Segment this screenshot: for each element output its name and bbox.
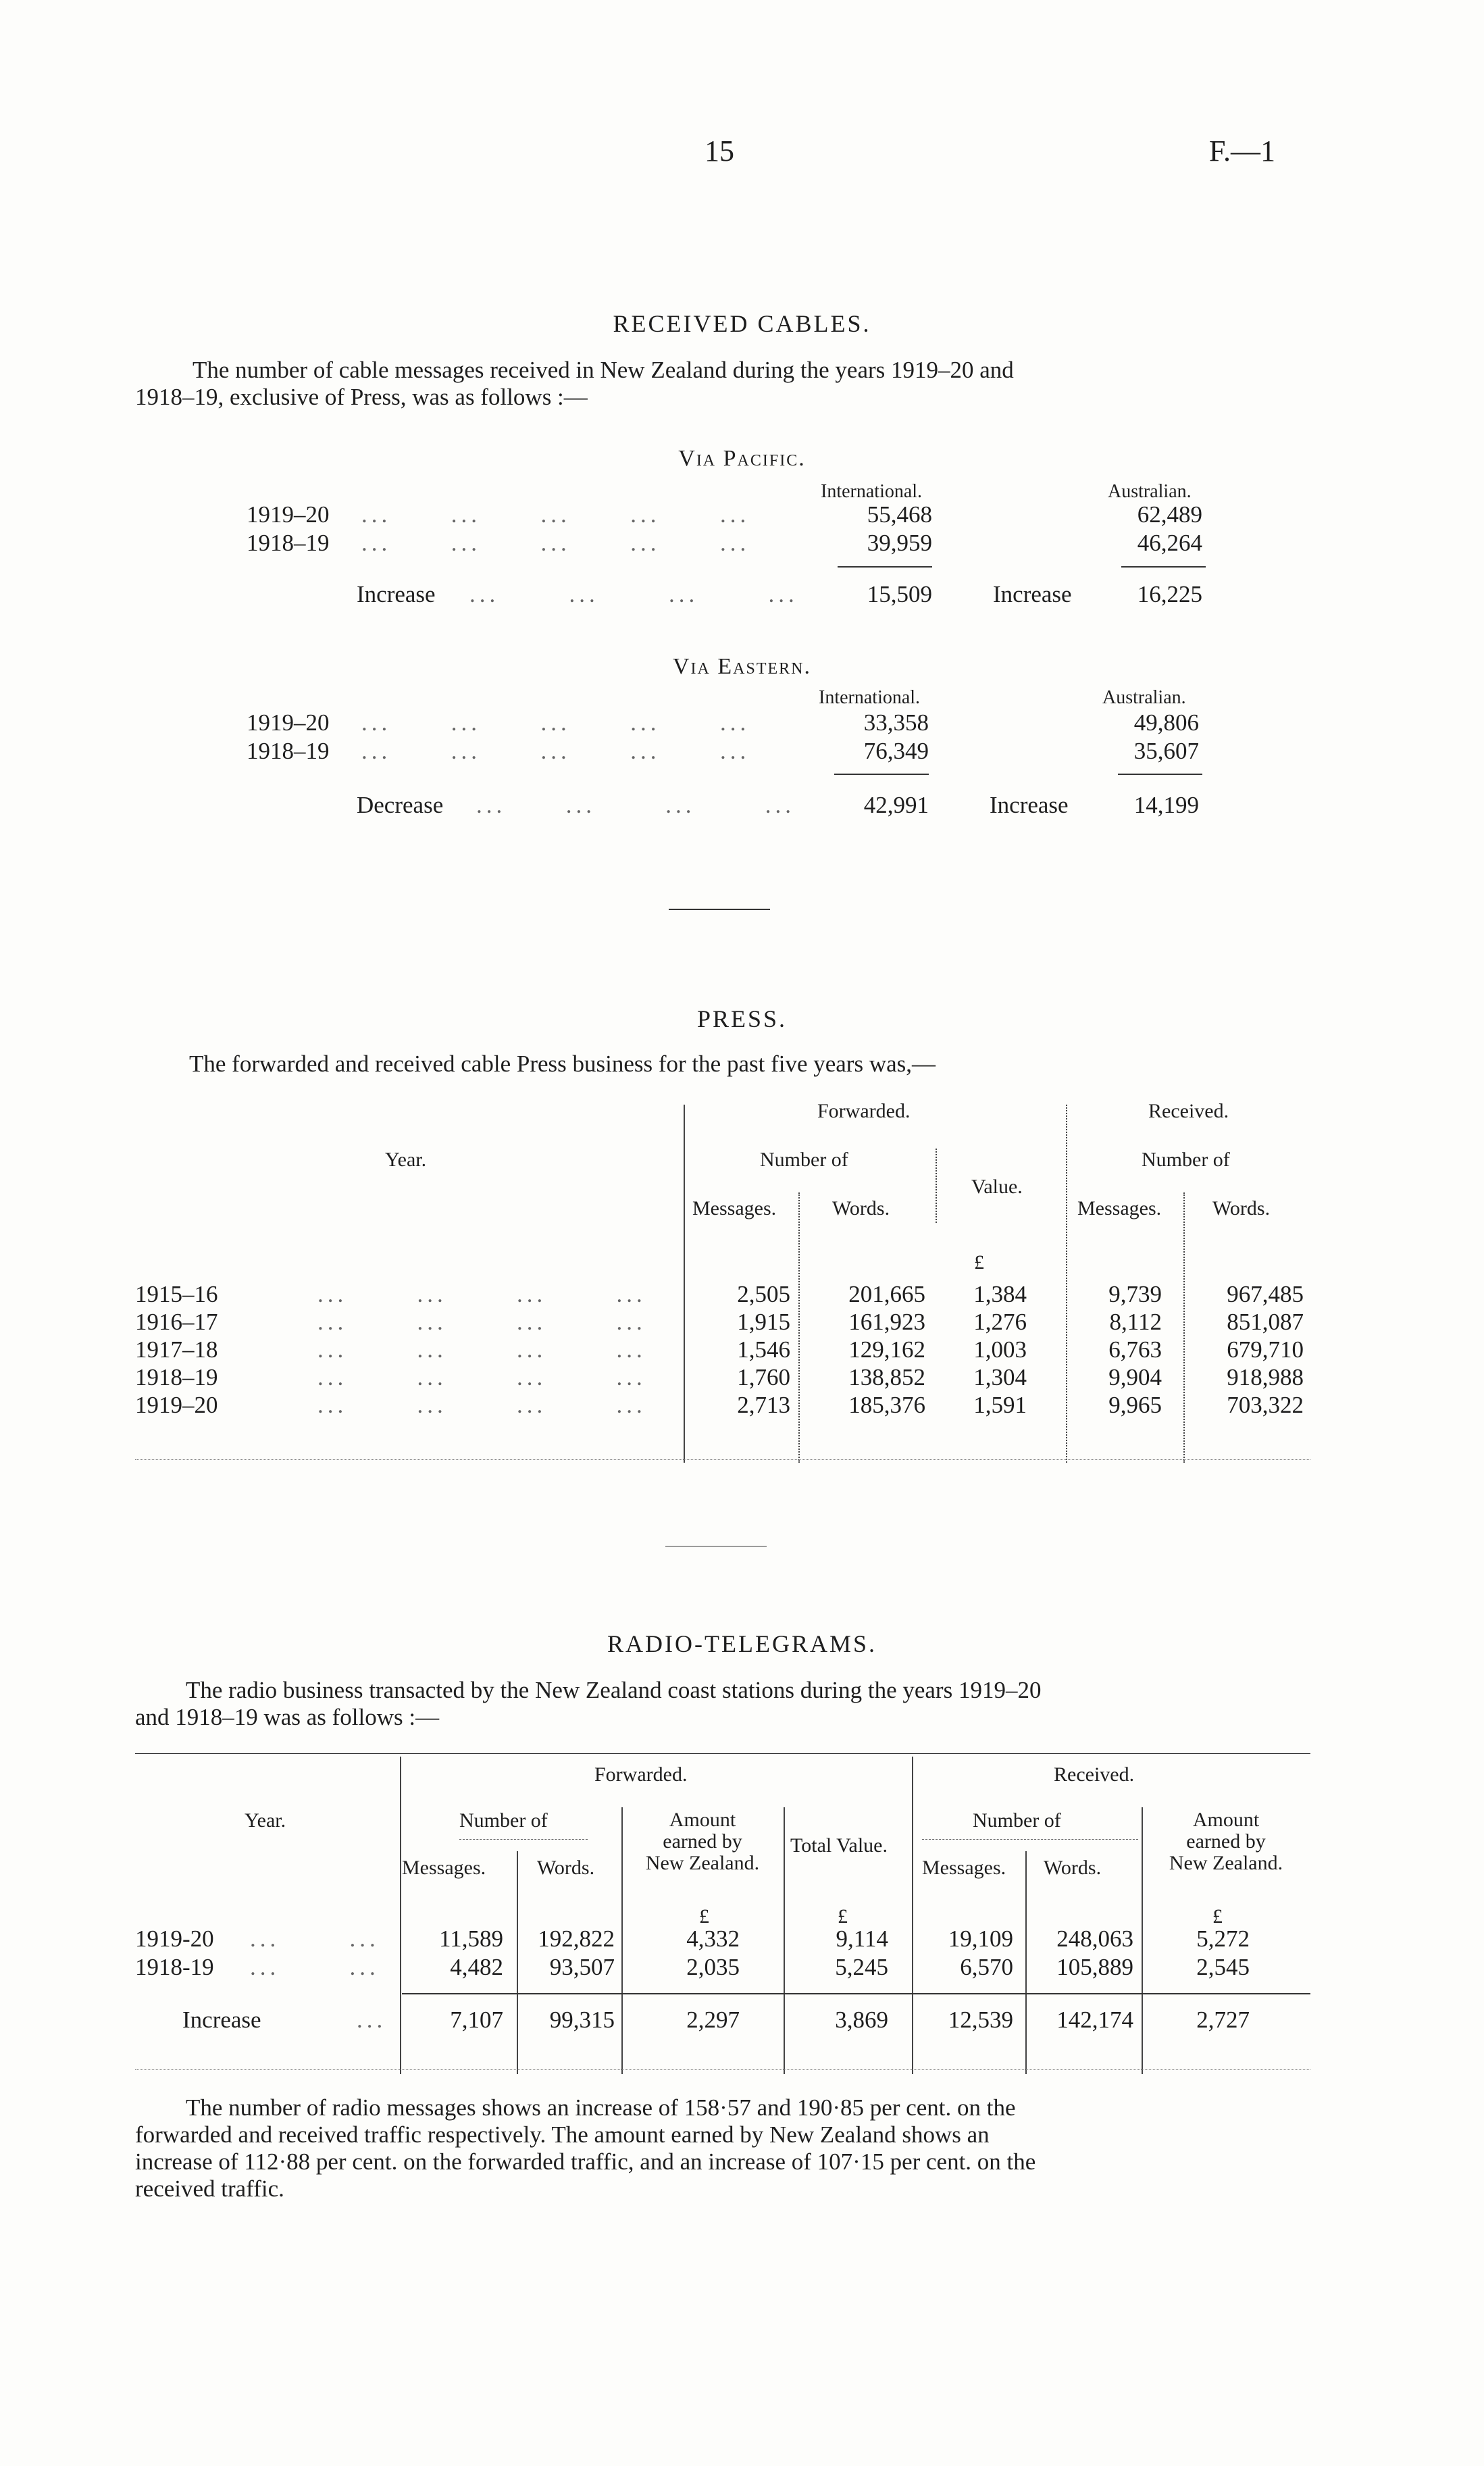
- received-cables-intro-line2: 1918–19, exclusive of Press, was as follows :—: [135, 384, 588, 410]
- press-col-forwarded: Forwarded.: [817, 1100, 911, 1122]
- press-cell-rec-words: 851,087: [1227, 1309, 1304, 1335]
- pacific-total-australian: 16,225: [1137, 581, 1202, 607]
- eastern-col-international: International.: [819, 687, 921, 708]
- radio-total-fwd-messages: 7,107: [450, 2007, 503, 2033]
- press-col-fwd-words: Words.: [832, 1197, 890, 1219]
- press-cell-value: 1,384: [973, 1281, 1027, 1307]
- radio-total-label: Increase: [182, 2007, 261, 2033]
- eastern-row-year: 1919–20: [247, 709, 330, 736]
- press-cell-value: 1,304: [973, 1364, 1027, 1390]
- radio-total-rec-messages: 12,539: [948, 2007, 1013, 2033]
- press-col-rec-words: Words.: [1212, 1197, 1271, 1219]
- press-cell-fwd-words: 129,162: [848, 1336, 925, 1363]
- eastern-total-label: Decrease: [357, 792, 444, 818]
- radio-col-fwd-amount: [625, 1809, 780, 1874]
- press-cell-fwd-messages: 2,505: [737, 1281, 790, 1307]
- eastern-row-international: 76,349: [863, 738, 929, 764]
- radio-cell-fwd-words: 93,507: [549, 1954, 615, 1980]
- radio-col-fwd-messages: Messages.: [402, 1857, 486, 1879]
- radio-cell-rec-messages: 6,570: [960, 1954, 1013, 1980]
- radio-currency: £: [699, 1905, 709, 1928]
- radio-total-rec-amount: 2,727: [1196, 2007, 1250, 2033]
- eastern-row-australian: 35,607: [1133, 738, 1199, 764]
- eastern-total-label-right: Increase: [990, 792, 1069, 818]
- radio-col-rec-amount-line2: earned by: [1186, 1830, 1266, 1853]
- press-cell-rec-words: 703,322: [1227, 1392, 1304, 1418]
- eastern-col-australian: Australian.: [1102, 687, 1186, 708]
- radio-col-year: Year.: [245, 1809, 286, 1832]
- radio-cell-fwd-amount: 2,035: [686, 1954, 740, 1980]
- document-reference: F.—1: [1209, 134, 1275, 168]
- radio-cell-rec-words: 105,889: [1056, 1954, 1133, 1980]
- eastern-australian-sum-rule: [1118, 774, 1202, 775]
- radio-cell-fwd-messages: 11,589: [439, 1926, 503, 1952]
- radio-closing-line4: received traffic.: [135, 2175, 284, 2202]
- eastern-row-year: 1918–19: [247, 738, 330, 764]
- press-cell-year: 1916–17: [135, 1309, 218, 1335]
- radio-col-fwd-words: Words.: [537, 1857, 595, 1879]
- press-vertical-rule: [936, 1149, 937, 1223]
- press-title: PRESS.: [696, 1005, 788, 1032]
- radio-title: RADIO-TELEGRAMS.: [607, 1630, 877, 1657]
- press-bottom-rule: [135, 1459, 1310, 1460]
- radio-cell-rec-messages: 19,109: [948, 1926, 1013, 1952]
- pacific-col-australian: Australian.: [1108, 481, 1192, 502]
- via-eastern-heading: Via Eastern.: [673, 654, 811, 679]
- pacific-row-australian: 62,489: [1137, 501, 1202, 528]
- pacific-international-sum-rule: [838, 566, 932, 568]
- eastern-row-international: 33,358: [863, 709, 929, 736]
- press-cell-fwd-words: 161,923: [848, 1309, 925, 1335]
- radio-cell-total-value: 9,114: [836, 1926, 888, 1952]
- press-cell-fwd-messages: 1,760: [737, 1364, 790, 1390]
- press-cell-rec-words: 967,485: [1227, 1281, 1304, 1307]
- eastern-total-australian: 14,199: [1133, 792, 1199, 818]
- press-cell-value: 1,003: [973, 1336, 1027, 1363]
- radio-total-fwd-amount: 2,297: [686, 2007, 740, 2033]
- radio-intro-line2: and 1918–19 was as follows :—: [135, 1704, 440, 1730]
- radio-cell-rec-words: 248,063: [1056, 1926, 1133, 1952]
- press-cell-year: 1915–16: [135, 1281, 218, 1307]
- press-cell-value: 1,276: [973, 1309, 1027, 1335]
- radio-total-rec-words: 142,174: [1056, 2007, 1133, 2033]
- press-col-year: Year.: [385, 1149, 427, 1171]
- radio-bottom-rule: [135, 2069, 1310, 2070]
- page-number: 15: [705, 134, 734, 168]
- press-cell-year: 1917–18: [135, 1336, 218, 1363]
- press-cell-rec-messages: 9,739: [1108, 1281, 1162, 1307]
- pacific-row-australian: 46,264: [1137, 530, 1202, 556]
- press-col-number-of-forwarded: Number of: [760, 1149, 848, 1171]
- press-col-received: Received.: [1148, 1100, 1229, 1122]
- pacific-total-label-right: Increase: [993, 581, 1072, 607]
- radio-total-fwd-words: 99,315: [549, 2007, 615, 2033]
- radio-col-fwd-amount-line1: Amount: [669, 1809, 736, 1831]
- press-cell-rec-messages: 8,112: [1109, 1309, 1162, 1335]
- pacific-col-international: International.: [821, 481, 923, 502]
- press-cell-fwd-words: 138,852: [848, 1364, 925, 1390]
- radio-closing-line3: increase of 112·88 per cent. on the forwarded traffic, and an increase of 107·15 per cent. on the: [135, 2148, 1036, 2175]
- radio-cell-rec-amount: 2,545: [1196, 1954, 1250, 1980]
- press-cell-value: 1,591: [973, 1392, 1027, 1418]
- pacific-row-international: 39,959: [867, 530, 932, 556]
- eastern-total-international: 42,991: [863, 792, 929, 818]
- pacific-total-international: 15,509: [867, 581, 932, 607]
- radio-vertical-rule: [400, 1757, 401, 2074]
- radio-col-fwd-amount-line2: earned by: [663, 1830, 742, 1853]
- pacific-row-international: 55,468: [867, 501, 932, 528]
- radio-col-rec-amount-line3: New Zealand.: [1169, 1852, 1283, 1874]
- radio-col-rec-amount-line1: Amount: [1192, 1809, 1260, 1831]
- press-cell-fwd-words: 185,376: [848, 1392, 925, 1418]
- press-cell-fwd-messages: 1,546: [737, 1336, 790, 1363]
- press-col-fwd-messages: Messages.: [692, 1197, 777, 1219]
- radio-top-rule: [135, 1753, 1310, 1754]
- press-cell-fwd-messages: 2,713: [737, 1392, 790, 1418]
- radio-cell-total-value: 5,245: [835, 1954, 888, 1980]
- radio-total-rule: [402, 1993, 1310, 1994]
- radio-col-number-of-forwarded: Number of: [459, 1809, 548, 1832]
- pacific-row-year: 1918–19: [247, 530, 330, 556]
- press-col-rec-messages: Messages.: [1077, 1197, 1162, 1219]
- radio-col-received: Received.: [1054, 1763, 1135, 1786]
- radio-header-rule: [459, 1839, 588, 1840]
- press-cell-fwd-messages: 1,915: [737, 1309, 790, 1335]
- radio-col-number-of-received: Number of: [973, 1809, 1061, 1832]
- radio-cell-fwd-words: 192,822: [538, 1926, 615, 1952]
- radio-cell-rec-amount: 5,272: [1196, 1926, 1250, 1952]
- eastern-international-sum-rule: [834, 774, 929, 775]
- radio-col-rec-words: Words.: [1044, 1857, 1102, 1879]
- radio-closing-line2: forwarded and received traffic respectively. The amount earned by New Zealand shows an: [135, 2121, 990, 2148]
- radio-cell-fwd-amount: 4,332: [686, 1926, 740, 1952]
- press-intro: The forwarded and received cable Press business for the past five years was,—: [189, 1051, 936, 1077]
- press-cell-rec-messages: 9,965: [1108, 1392, 1162, 1418]
- pacific-total-label: Increase: [357, 581, 436, 607]
- radio-total-value: 3,869: [835, 2007, 888, 2033]
- press-cell-year: 1918–19: [135, 1364, 218, 1390]
- radio-header-rule: [922, 1839, 1138, 1840]
- pacific-row-year: 1919–20: [247, 501, 330, 528]
- press-cell-rec-words: 679,710: [1227, 1336, 1304, 1363]
- radio-col-forwarded: Forwarded.: [594, 1763, 688, 1786]
- radio-col-rec-messages: Messages.: [922, 1857, 1006, 1879]
- press-cell-rec-messages: 9,904: [1108, 1364, 1162, 1390]
- press-col-number-of-received: Number of: [1142, 1149, 1230, 1171]
- press-cell-rec-messages: 6,763: [1108, 1336, 1162, 1363]
- radio-cell-fwd-messages: 4,482: [450, 1954, 503, 1980]
- press-cell-rec-words: 918,988: [1227, 1364, 1304, 1390]
- radio-cell-year: 1919-20: [135, 1926, 214, 1952]
- press-currency: £: [974, 1251, 984, 1274]
- press-cell-fwd-words: 201,665: [848, 1281, 925, 1307]
- radio-currency: £: [1212, 1905, 1223, 1928]
- radio-intro-line1: The radio business transacted by the New Zealand coast stations during the years 1919–20: [186, 1677, 1042, 1703]
- radio-col-rec-amount: [1148, 1809, 1304, 1874]
- radio-cell-year: 1918-19: [135, 1954, 214, 1980]
- received-cables-intro-line1: The number of cable messages received in New Zealand during the years 1919–20 and: [193, 357, 1014, 383]
- eastern-row-australian: 49,806: [1133, 709, 1199, 736]
- received-cables-title: RECEIVED CABLES.: [613, 310, 871, 337]
- press-cell-year: 1919–20: [135, 1392, 218, 1418]
- press-col-value: Value.: [971, 1176, 1023, 1198]
- radio-currency: £: [838, 1905, 848, 1928]
- radio-col-fwd-amount-line3: New Zealand.: [645, 1852, 760, 1874]
- section-divider: [669, 909, 770, 910]
- pacific-australian-sum-rule: [1121, 566, 1206, 568]
- radio-col-total-value: Total Value.: [790, 1834, 888, 1857]
- radio-closing-line1: The number of radio messages shows an increase of 158·57 and 190·85 per cent. on the: [186, 2094, 1016, 2121]
- via-pacific-heading: Via Pacific.: [678, 446, 806, 471]
